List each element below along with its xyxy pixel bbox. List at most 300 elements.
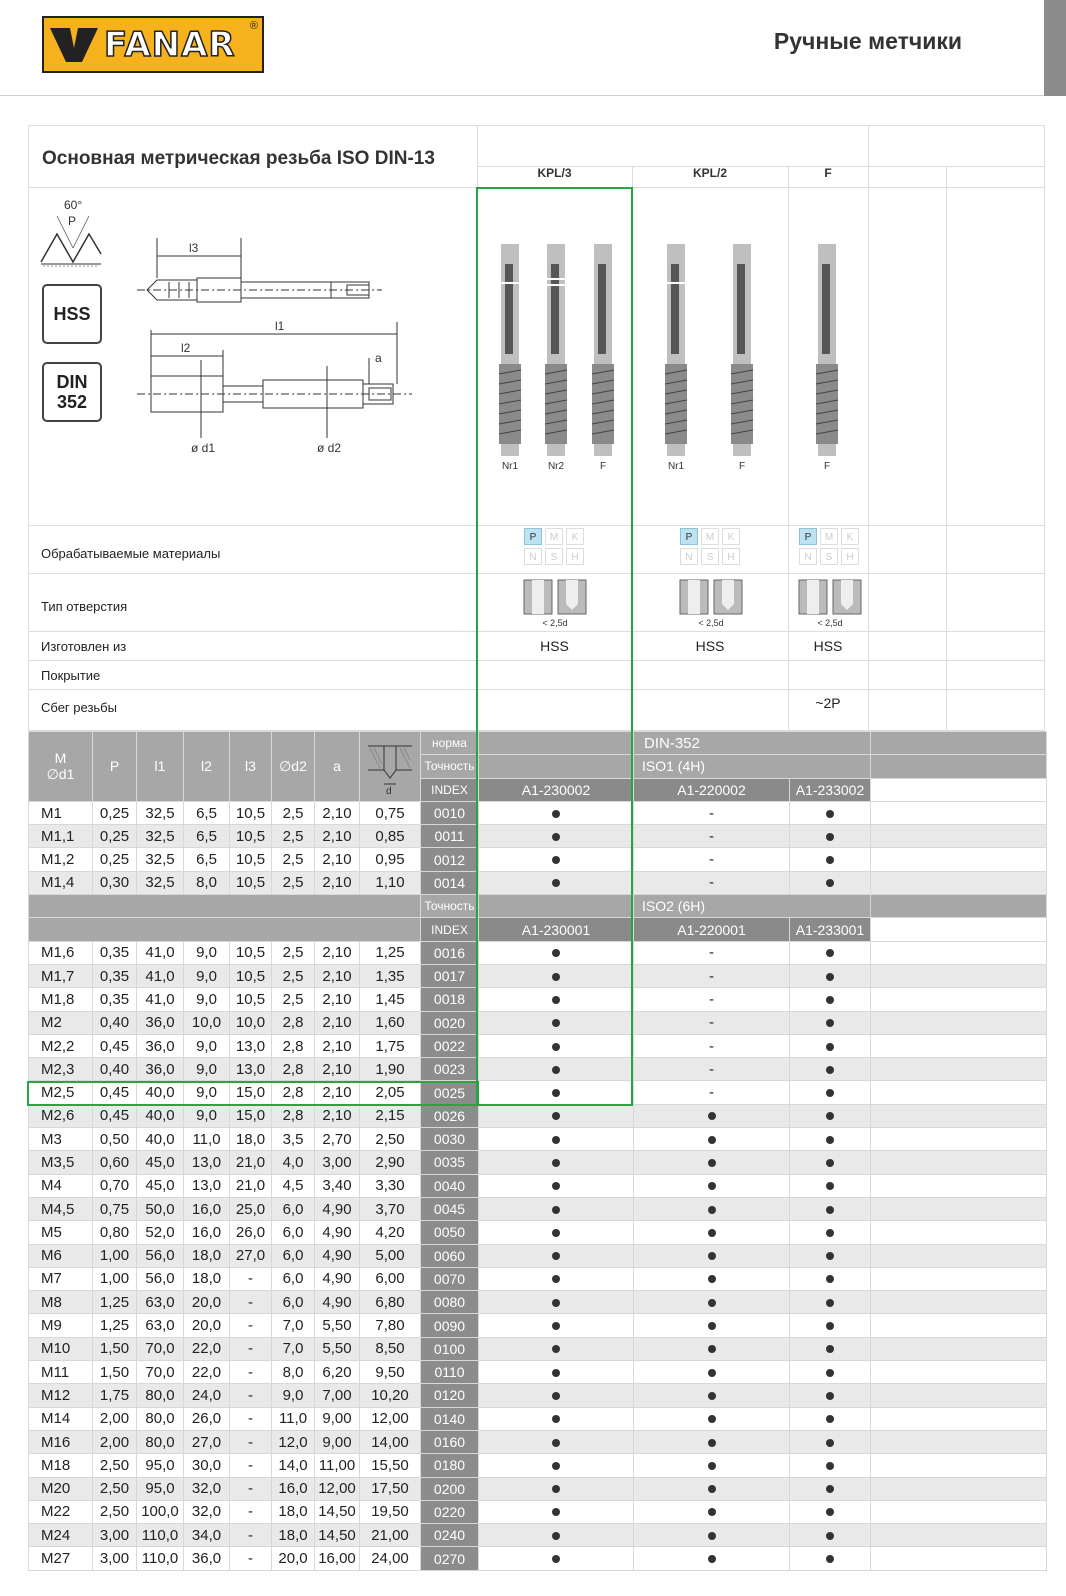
cell-value: 100,0 [137,1500,184,1523]
table-row [29,825,1047,848]
fanar-logo [42,16,264,73]
page-title: Ручные метчики [773,28,962,54]
table-row [29,1221,1047,1244]
material-k: K [722,528,740,545]
cell-value: 10,5 [230,871,272,894]
table-row [29,1197,1047,1220]
cell-value: 41,0 [137,964,184,987]
table-row [29,1524,1047,1547]
table-row [29,1058,1047,1081]
cell-index: 0025 [421,1081,479,1104]
cell-value: 9,0 [184,1081,230,1104]
empty-cell [871,964,1047,987]
specs-table [28,731,1047,1571]
cell-value: - [230,1267,272,1290]
cell-value: 36,0 [137,1011,184,1034]
cell-size: M1,6 [29,941,93,964]
cell-index: 0070 [421,1267,479,1290]
empty-cell [871,1174,1047,1197]
tap-image-kpl2-nr1 [663,244,689,456]
cell-value: 10,5 [230,941,272,964]
material-p: P [524,528,542,545]
tap-image-kpl3-f [590,244,616,456]
empty-cell [871,1547,1047,1570]
cell-size: M1 [29,801,93,824]
table-row [29,871,1047,894]
cell-value: 2,10 [315,871,360,894]
cell-value: 2,10 [315,801,360,824]
col-head-l3: l3 [230,732,272,802]
cell-value: - [230,1337,272,1360]
cell-availability [479,1524,634,1547]
material-s: S [820,548,838,565]
cell-availability [790,825,871,848]
cell-value: 10,5 [230,801,272,824]
cell-value: 2,10 [315,1081,360,1104]
made-of-f: HSS [813,638,843,654]
cell-value: 10,0 [184,1011,230,1034]
header-label: INDEX [421,918,479,941]
cell-size: M4,5 [29,1197,93,1220]
cell-availability [479,1034,634,1057]
availability-dot-icon [552,1322,560,1330]
col-head-p: P [93,732,137,802]
index-kpl3: A1-230002 [479,778,634,801]
cell-value: 1,50 [93,1361,137,1384]
availability-dot-icon [552,1089,560,1097]
table-row [29,1081,1047,1104]
cell-value: 18,0 [230,1128,272,1151]
cell-availability [479,1407,634,1430]
cell-value: 1,45 [360,988,421,1011]
cell-availability: - [634,988,790,1011]
cell-value: 17,50 [360,1477,421,1500]
cell-availability [790,1454,871,1477]
cell-value: 11,0 [272,1407,315,1430]
thread-runout-f: ~2P [815,695,841,711]
cell-availability [479,1197,634,1220]
table-row [29,988,1047,1011]
availability-dot-icon [826,1112,834,1120]
cell-availability [634,1477,790,1500]
cell-availability [479,1430,634,1453]
cell-value: 0,45 [93,1081,137,1104]
cell-value: 13,0 [230,1034,272,1057]
cell-availability [790,1547,871,1570]
cell-availability [479,1547,634,1570]
cell-value: 70,0 [137,1361,184,1384]
cell-availability [479,848,634,871]
cell-value: 52,0 [137,1221,184,1244]
cell-availability [479,1011,634,1034]
cell-value: 80,0 [137,1430,184,1453]
cell-value: 19,50 [360,1500,421,1523]
divider [946,166,947,732]
cell-availability: - [634,825,790,848]
cell-value: 10,5 [230,825,272,848]
cell-value: 9,0 [184,1034,230,1057]
empty-cell [871,1524,1047,1547]
cell-value: 4,5 [272,1174,315,1197]
cell-value: 21,00 [360,1524,421,1547]
cell-value: - [230,1384,272,1407]
cell-availability [634,1524,790,1547]
logo-v-mark-icon [44,18,104,71]
cell-index: 0014 [421,871,479,894]
cell-value: 2,00 [93,1407,137,1430]
cell-value: 2,50 [93,1477,137,1500]
cell-value: 9,50 [360,1361,421,1384]
cell-index: 0200 [421,1477,479,1500]
cell-value: 4,90 [315,1291,360,1314]
cell-availability [790,1174,871,1197]
badge-352-text: 352 [56,392,88,412]
cell-size: M2 [29,1011,93,1034]
availability-dot-icon [826,1462,834,1470]
table-row [29,848,1047,871]
cell-availability [634,1244,790,1267]
tap-label: Nr2 [547,461,565,472]
cell-availability: - [634,1058,790,1081]
cell-value: 1,35 [360,964,421,987]
cell-value: - [230,1407,272,1430]
cell-value: 1,50 [93,1337,137,1360]
cell-value: 16,00 [315,1547,360,1570]
availability-dot-icon [708,1252,716,1260]
cell-availability [479,988,634,1011]
divider [29,689,1045,690]
cell-value: 0,45 [93,1034,137,1057]
cell-value: 45,0 [137,1151,184,1174]
tap-label: F [599,461,607,472]
cell-value: 15,0 [230,1081,272,1104]
material-s: S [545,548,563,565]
cell-availability [479,825,634,848]
cell-availability [479,1361,634,1384]
cell-value: 4,90 [315,1267,360,1290]
table-row [29,1291,1047,1314]
availability-dot-icon [826,879,834,887]
hole-note: < 2,5d [542,618,568,628]
cell-size: M14 [29,1407,93,1430]
cell-size: M1,1 [29,825,93,848]
din-352-badge [42,362,102,422]
availability-dot-icon [552,1019,560,1027]
divider [868,126,869,732]
cell-value: 1,10 [360,871,421,894]
cell-value: 40,0 [137,1128,184,1151]
availability-dot-icon [708,1415,716,1423]
cell-value: 7,0 [272,1314,315,1337]
cell-value: 41,0 [137,988,184,1011]
availability-dot-icon [552,1555,560,1563]
cell-value: 12,0 [272,1430,315,1453]
cell-value: 2,5 [272,941,315,964]
availability-dot-icon [826,949,834,957]
side-tab-bar [1044,0,1066,96]
availability-dot-icon [708,1508,716,1516]
index-value: A1-220001 [634,918,790,941]
cell-value: 0,25 [93,848,137,871]
availability-dot-icon [552,1182,560,1190]
cell-value: 2,90 [360,1151,421,1174]
availability-dot-icon [552,1345,560,1353]
table-row [29,1267,1047,1290]
cell-value: - [230,1547,272,1570]
cell-availability [634,1221,790,1244]
availability-dot-icon [552,1252,560,1260]
dim-l3-label: l3 [189,241,199,255]
cell-value: 0,40 [93,1011,137,1034]
cell-value: 2,8 [272,1034,315,1057]
cell-value: 2,50 [93,1500,137,1523]
empty-cell [871,1337,1047,1360]
material-h: H [722,548,740,565]
cell-value: 63,0 [137,1291,184,1314]
cell-availability [634,1104,790,1127]
availability-dot-icon [826,1508,834,1516]
cell-value: 0,85 [360,825,421,848]
cell-value: 16,0 [184,1197,230,1220]
made-of-label: Изготовлен из [41,639,127,654]
cell-value: 34,0 [184,1524,230,1547]
cell-value: 1,60 [360,1011,421,1034]
material-k: K [566,528,584,545]
material-m: M [545,528,563,545]
cell-value: 11,00 [315,1454,360,1477]
table-row [29,1477,1047,1500]
cell-availability [790,1291,871,1314]
empty-cell [871,1104,1047,1127]
dim-a-label: a [375,351,382,365]
availability-dot-icon [708,1206,716,1214]
cell-value: 45,0 [137,1174,184,1197]
table-row [29,1407,1047,1430]
cell-value: 27,0 [184,1430,230,1453]
cell-availability [790,1034,871,1057]
norm-row [29,732,1047,755]
cell-index: 0160 [421,1430,479,1453]
cell-size: M12 [29,1384,93,1407]
cell-value: 9,0 [184,1104,230,1127]
tap-label: F [823,461,831,472]
thread-profile-icon [39,196,103,268]
empty-cell [871,1384,1047,1407]
tap-image-kpl3-nr1 [497,244,523,456]
cell-index: 0240 [421,1524,479,1547]
cell-availability [634,1197,790,1220]
cell-index: 0035 [421,1151,479,1174]
availability-dot-icon [826,1252,834,1260]
cell-value: 6,80 [360,1291,421,1314]
material-p: P [799,528,817,545]
cell-value: 12,00 [315,1477,360,1500]
divider [29,631,1045,632]
availability-dot-icon [826,833,834,841]
cell-value: 36,0 [137,1058,184,1081]
cell-availability [634,1174,790,1197]
cell-value: 2,10 [315,941,360,964]
col-header-kpl3: KPL/3 [537,166,572,180]
availability-dot-icon [552,810,560,818]
made-of-kpl3: HSS [540,638,569,654]
cell-availability [479,1081,634,1104]
cell-availability [479,1174,634,1197]
cell-index: 0011 [421,825,479,848]
cell-value: 16,0 [184,1221,230,1244]
material-m: M [701,528,719,545]
tap-image-kpl2-f [729,244,755,456]
cell-index: 0030 [421,1128,479,1151]
availability-dot-icon [708,1439,716,1447]
empty-cell [871,801,1047,824]
cell-value: 4,90 [315,1197,360,1220]
availability-dot-icon [826,856,834,864]
cell-value: 4,90 [315,1221,360,1244]
table-row [29,1430,1047,1453]
cell-value: 13,0 [184,1174,230,1197]
availability-dot-icon [826,1555,834,1563]
cell-value: 10,5 [230,988,272,1011]
empty-cell [871,1430,1047,1453]
availability-dot-icon [826,973,834,981]
cell-value: - [230,1477,272,1500]
made-of-kpl2: HSS [695,638,725,654]
cell-value: 15,0 [230,1104,272,1127]
divider [29,660,1045,661]
cell-value: 20,0 [272,1547,315,1570]
cell-index: 0060 [421,1244,479,1267]
cell-value: 16,0 [272,1477,315,1500]
availability-dot-icon [826,1275,834,1283]
cell-value: 6,20 [315,1361,360,1384]
cell-value: 0,25 [93,825,137,848]
thread-runout-label: Сбег резьбы [41,700,117,715]
availability-dot-icon [826,1369,834,1377]
material-grid-kpl2 [680,528,740,565]
cell-value: 1,25 [93,1314,137,1337]
availability-dot-icon [552,1136,560,1144]
table-row [29,1104,1047,1127]
cell-value: 2,5 [272,848,315,871]
table-row [29,1244,1047,1267]
cell-index: 0026 [421,1104,479,1127]
table-row [29,1337,1047,1360]
cell-value: 70,0 [137,1337,184,1360]
cell-size: M10 [29,1337,93,1360]
availability-dot-icon [552,856,560,864]
cell-availability [479,1314,634,1337]
cell-value: 24,0 [184,1384,230,1407]
header-spacer [29,895,421,918]
cell-size: M3 [29,1128,93,1151]
cell-value: 14,50 [315,1500,360,1523]
cell-availability [479,1454,634,1477]
empty-cell [871,1034,1047,1057]
availability-dot-icon [826,1415,834,1423]
cell-index: 0090 [421,1314,479,1337]
dim-d1-label: ø d1 [191,441,216,455]
availability-dot-icon [552,833,560,841]
tap-image-f [814,244,840,456]
cell-value: 1,00 [93,1244,137,1267]
cell-value: 10,5 [230,964,272,987]
cell-value: 0,50 [93,1128,137,1151]
cell-value: 0,80 [93,1221,137,1244]
table-row [29,1174,1047,1197]
table-row [29,1454,1047,1477]
availability-dot-icon [826,1299,834,1307]
cell-value: 9,0 [184,964,230,987]
cell-value: 41,0 [137,941,184,964]
table-row [29,964,1047,987]
cell-value: 1,75 [360,1034,421,1057]
availability-dot-icon [826,1532,834,1540]
cell-value: 2,10 [315,1034,360,1057]
cell-value: - [230,1361,272,1384]
cell-value: - [230,1291,272,1314]
cell-value: 24,00 [360,1547,421,1570]
cell-availability [790,988,871,1011]
cell-size: M2,6 [29,1104,93,1127]
empty-cell [871,1197,1047,1220]
cell-value: 15,50 [360,1454,421,1477]
material-grid-f [799,528,859,565]
tap-label: Nr1 [501,461,519,472]
cell-size: M9 [29,1314,93,1337]
availability-dot-icon [552,1532,560,1540]
cell-value: - [230,1500,272,1523]
cell-index: 0040 [421,1174,479,1197]
empty-cell [871,1151,1047,1174]
cell-value: 18,0 [184,1267,230,1290]
m-label: M [54,749,67,766]
cell-size: M4 [29,1174,93,1197]
availability-dot-icon [552,1299,560,1307]
cell-value: 0,30 [93,871,137,894]
empty-cell [871,825,1047,848]
through-blind-hole-icon [523,578,587,616]
empty-cell [871,1361,1047,1384]
cell-index: 0023 [421,1058,479,1081]
cell-value: 6,0 [272,1291,315,1314]
cell-value: 6,5 [184,801,230,824]
cell-availability [790,848,871,871]
cell-value: 7,80 [360,1314,421,1337]
availability-dot-icon [552,1462,560,1470]
cell-value: 0,45 [93,1104,137,1127]
availability-dot-icon [552,1112,560,1120]
cell-value: 3,00 [93,1547,137,1570]
cell-availability [790,1477,871,1500]
cell-value: 3,30 [360,1174,421,1197]
index-value: A1-230001 [479,918,634,941]
cell-value: 1,25 [93,1291,137,1314]
cell-value: 7,0 [272,1337,315,1360]
material-n: N [799,548,817,565]
availability-dot-icon [826,810,834,818]
group-header-row [29,918,1047,941]
cell-value: 12,00 [360,1407,421,1430]
cell-value: 0,75 [93,1197,137,1220]
cell-availability [790,1081,871,1104]
cell-value: 6,0 [272,1244,315,1267]
table-row [29,1011,1047,1034]
cell-size: M3,5 [29,1151,93,1174]
cell-availability [634,1384,790,1407]
cell-value: 3,40 [315,1174,360,1197]
availability-dot-icon [552,1439,560,1447]
